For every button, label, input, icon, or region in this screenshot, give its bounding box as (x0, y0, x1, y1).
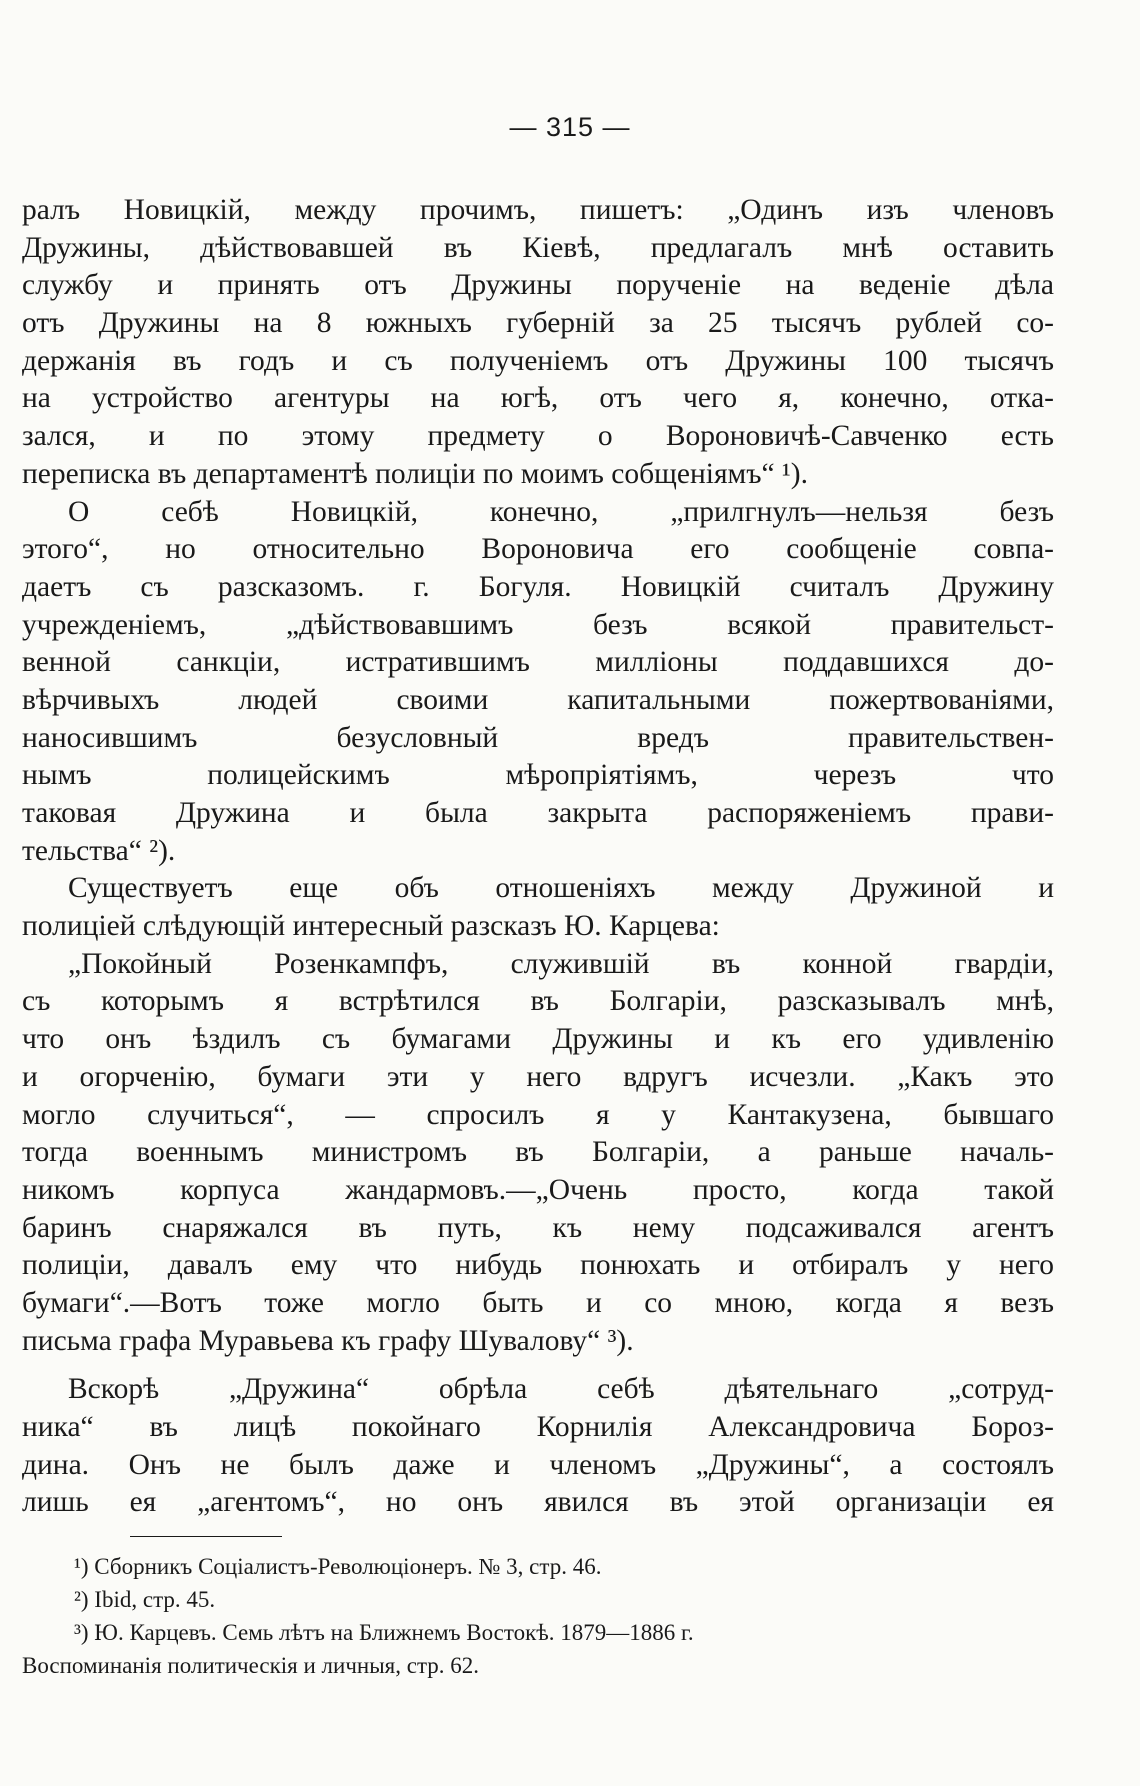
text-line: и огорченію, бумаги эти у него вдругъ исчезли. „Какъ это (22, 1060, 1054, 1093)
text-line: на устройство агентуры на югѣ, отъ чего я, конечно, отка- (22, 382, 1054, 415)
text-line: лишь ея „агентомъ“, но онъ явился въ этой организаціи ея (22, 1486, 1054, 1519)
text-line: переписка въ департаментѣ полиціи по моимъ собщеніямъ“ ¹). (22, 457, 808, 490)
text-line: зался, и по этому предмету о Вороновичѣ-Савченко есть (22, 420, 1054, 453)
text-line: никомъ корпуса жандармовъ.—„Очень просто, когда такой (22, 1173, 1054, 1206)
text-line: съ которымъ я встрѣтился въ Болгаріи, разсказывалъ мнѣ, (22, 985, 1054, 1018)
footnote-divider (130, 1536, 282, 1537)
body-text (22, 192, 1054, 1522)
text-line: письма графа Муравьева къ графу Шувалову“ ³). (22, 1324, 634, 1357)
page-number: — 315 — (509, 112, 631, 142)
text-line: вѣрчивыхъ людей своими капитальными пожертвованіями, (22, 683, 1054, 716)
text-line: полиціи, давалъ ему что нибудь понюхать и отбиралъ у него (22, 1249, 1054, 1282)
text-line: бумаги“.—Вотъ тоже могло быть и со мною, когда я везъ (22, 1286, 1054, 1319)
text-line: Дружины, дѣйствовавшей въ Кіевѣ, предлагалъ мнѣ оставить (22, 231, 1054, 264)
text-line: дина. Онъ не былъ даже и членомъ „Дружины“, а состоялъ (22, 1448, 1054, 1481)
text-line: Существуетъ еще объ отношеніяхъ между Дружиной и (68, 872, 1054, 905)
text-line: О себѣ Новицкій, конечно, „прилгнулъ—нельзя безъ (68, 495, 1054, 528)
text-line: могло случиться“, — спросилъ я у Кантакузена, бывшаго (22, 1098, 1054, 1131)
footnotes (22, 1550, 1054, 1682)
text-line: Вскорѣ „Дружина“ обрѣла себѣ дѣятельнаго „сотруд- (68, 1373, 1054, 1406)
footnote: ¹) Сборникъ Соціалистъ-Революціонеръ. № 3, стр. 46. (74, 1554, 602, 1579)
footnote: ³) Ю. Карцевъ. Семь лѣтъ на Ближнемъ Востокѣ. 1879—1886 г. (74, 1620, 694, 1645)
text-line: венной санкціи, истратившимъ милліоны поддавшихся до- (22, 646, 1054, 679)
text-line: учрежденіемъ, „дѣйствовавшимъ безъ всякой правительст- (22, 608, 1054, 641)
footnote: ²) Ibid, стр. 45. (74, 1587, 216, 1612)
text-line: тельства“ ²). (22, 834, 176, 867)
text-line: полиціей слѣдующій интересный разсказъ Ю. Карцева: (22, 910, 720, 943)
text-line: тогда военнымъ министромъ въ Болгаріи, а раньше началь- (22, 1136, 1054, 1169)
text-line: держанія въ годъ и съ полученіемъ отъ Дружины 100 тысячъ (22, 344, 1054, 377)
text-line: ралъ Новицкій, между прочимъ, пишетъ: „Одинъ изъ членовъ (22, 194, 1054, 226)
text-line: службу и принять отъ Дружины порученіе на веденіе дѣла (22, 269, 1054, 302)
text-line: наносившимъ безусловный вредъ правительствен- (22, 721, 1054, 754)
text-line: что онъ ѣздилъ съ бумагами Дружины и къ его удивленію (22, 1023, 1054, 1056)
text-line: „Покойный Розенкампфъ, служившій въ конной гвардіи, (68, 947, 1054, 980)
text-line: ника“ въ лицѣ покойнаго Корнилія Александровича Бороз- (22, 1411, 1054, 1443)
text-line: таковая Дружина и была закрыта распоряженіемъ прави- (22, 797, 1054, 829)
text-line: отъ Дружины на 8 южныхъ губерній за 25 тысячъ рублей со- (22, 307, 1054, 340)
text-line: этого“, но относительно Вороновича его сообщеніе совпа- (22, 533, 1054, 566)
text-line: нымъ полицейскимъ мѣропріятіямъ, черезъ что (22, 759, 1054, 792)
text-line: баринъ снаряжался въ путь, къ нему подсаживался агентъ (22, 1211, 1054, 1244)
text-line: даетъ съ разсказомъ. г. Богуля. Новицкій считалъ Дружину (22, 570, 1054, 603)
footnote: Воспоминанія политическія и личныя, стр. 62. (22, 1653, 480, 1678)
